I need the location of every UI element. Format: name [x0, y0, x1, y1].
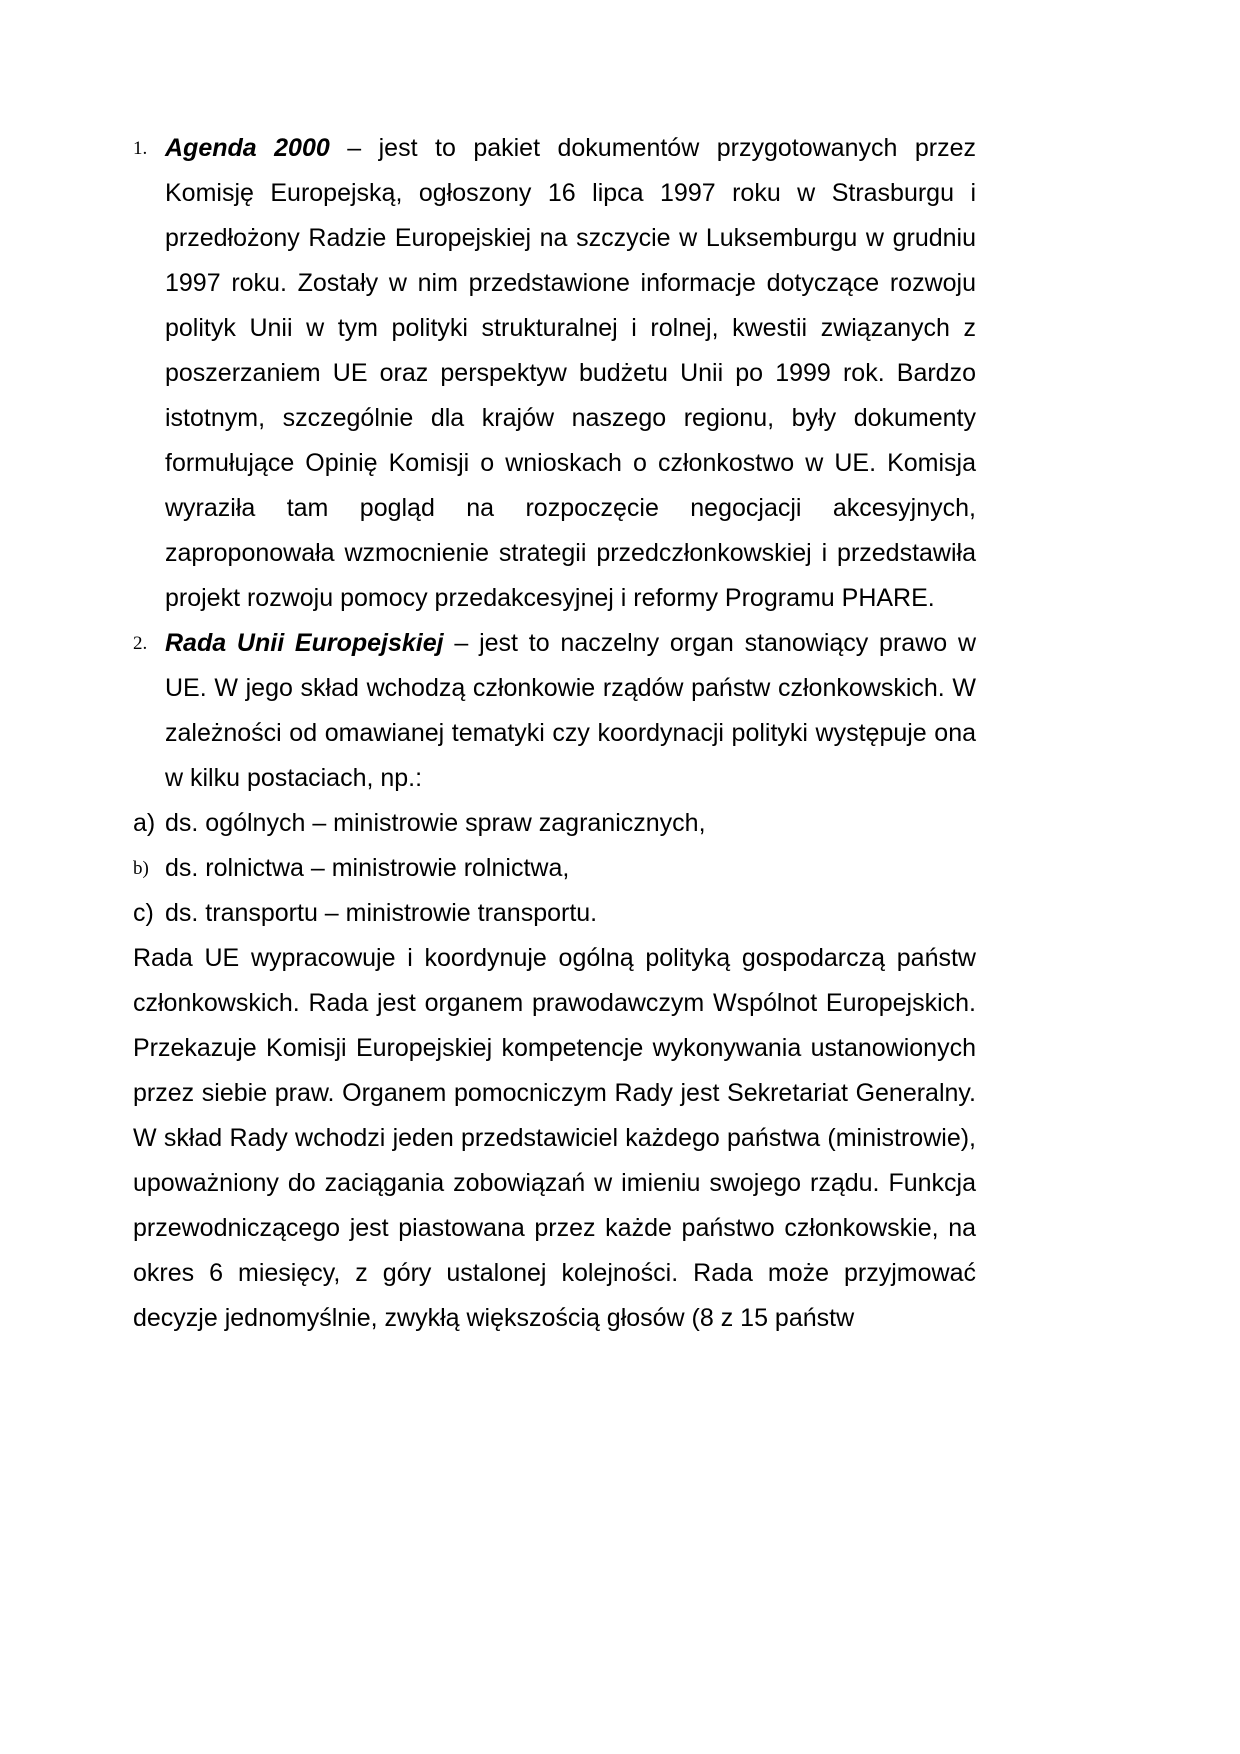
sublist-item-c: [133, 891, 976, 936]
term-agenda-2000: Agenda 2000: [165, 134, 330, 162]
list-item-body: [165, 126, 976, 621]
sublist-item-a: [133, 801, 976, 846]
list-number: 1.: [133, 138, 148, 159]
definition-text: – jest to pakiet dokumentów przygotowanych przez Komisję Europejską, ogłoszony 16 lipca 1997 roku w Strasburgu i przedłożony Radzie Europejskiej na szczycie w Luksemburgu w grudniu 1997 roku. Zostały w nim przedstawione informacje dotyczące rozwoju polityk Unii w tym polityki strukturalnej i rolnej, kwestii związanych z poszerzaniem UE oraz perspektyw budżetu Unii po 1999 rok. Bardzo istotnym, szczególnie dla krajów naszego regionu, były dokumenty formułujące Opinię Komisji o wnioskach o członkostwo w UE. Komisja wyraziła tam pogląd na rozpoczęcie negocjacji akcesyjnych, zaproponowała wzmocnienie strategii przedczłonkowskiej i przedstawiła projekt rozwoju pomocy przedakcesyjnej i reformy Programu PHARE.: [165, 134, 976, 612]
term-rada-unii-europejskiej: Rada Unii Europejskiej: [165, 629, 444, 657]
sublist-marker: a): [133, 809, 156, 837]
sublist-text: ds. ogólnych – ministrowie spraw zagranicznych,: [165, 809, 706, 837]
list-item-body: [165, 621, 976, 801]
sublist-marker: c): [133, 899, 154, 927]
list-item-rada-ue: [133, 621, 976, 801]
document-page: [133, 126, 976, 1341]
sublist-text: ds. transportu – ministrowie transportu.: [165, 899, 598, 927]
list-item-agenda-2000: [133, 126, 976, 621]
definition-text: – jest to naczelny organ stanowiący prawo w UE. W jego skład wchodzą członkowie rządów państw członkowskich. W zależności od omawianej tematyki czy koordynacji polityki występuje ona w kilku postaciach, np.:: [165, 629, 976, 792]
sublist-marker: b): [133, 858, 149, 879]
sublist-text: ds. rolnictwa – ministrowie rolnictwa,: [165, 854, 570, 882]
body-paragraph: Rada UE wypracowuje i koordynuje ogólną polityką gospodarczą państw członkowskich. Rada jest organem prawodawczym Wspólnot Europejskich. Przekazuje Komisji Europejskiej kompetencje wykonywania ustanowionych przez siebie praw. Organem pomocniczym Rady jest Sekretariat Generalny. W skład Rady wchodzi jeden przedstawiciel każdego państwa (ministrowie), upoważniony do zaciągania zobowiązań w imieniu swojego rządu. Funkcja przewodniczącego jest piastowana przez każde państwo członkowskie, na okres 6 miesięcy, z góry ustalonej kolejności. Rada może przyjmować decyzje jednomyślnie, zwykłą większością głosów (8 z 15 państw: [133, 944, 976, 1332]
sublist-item-b: [133, 846, 976, 891]
list-number: 2.: [133, 633, 148, 654]
